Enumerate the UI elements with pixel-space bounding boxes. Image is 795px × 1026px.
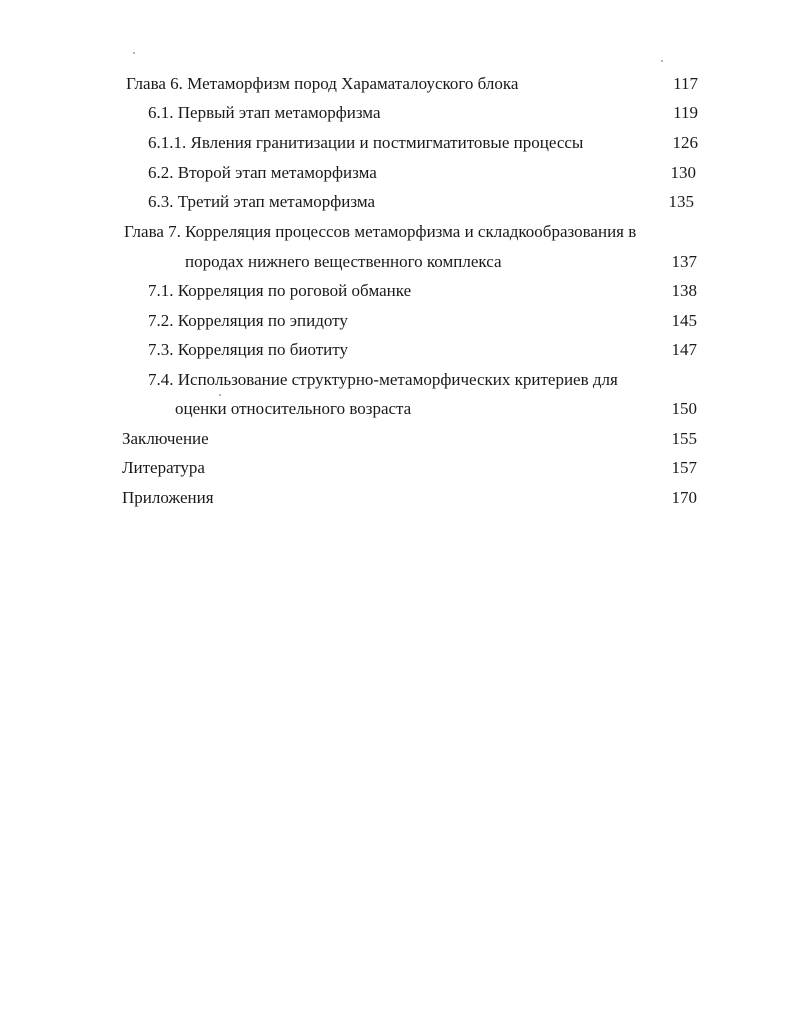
toc-entry-title: породах нижнего вещественного комплекса: [185, 252, 502, 271]
toc-entry-page: 170: [671, 488, 697, 507]
toc-entry-title: Приложения: [122, 488, 214, 507]
toc-entry-title: 6.2. Второй этап метаморфизма: [148, 163, 377, 182]
toc-entry-title: 6.1. Первый этап метаморфизма: [148, 103, 381, 122]
toc-entry-page: 147: [671, 340, 697, 359]
toc-entry-title: оценки относительного возраста: [175, 399, 412, 418]
toc-entry-title: Литература: [122, 458, 205, 477]
toc-entry-page: 126: [672, 133, 698, 152]
toc-entry-title: 7.4. Использование структурно-метаморфических критериев для: [148, 370, 618, 389]
toc-entry-title: 7.3. Корреляция по биотиту: [148, 340, 348, 359]
toc-entry-title: Глава 7. Корреляция процессов метаморфизма и складкообразования в: [124, 222, 637, 241]
toc-entry-title: 6.1.1. Явления гранитизации и постмигматитовые процессы: [148, 133, 584, 152]
scan-speck: [661, 60, 663, 62]
toc-entry-page: 137: [671, 252, 697, 271]
toc-entry-page: 150: [671, 399, 697, 418]
scan-speck: [219, 394, 221, 396]
toc-entry-page: 145: [671, 311, 697, 330]
toc-entry-title: Заключение: [122, 429, 209, 448]
toc-entry-page: 130: [670, 163, 696, 182]
toc-entry-page: 157: [671, 458, 697, 477]
toc-entry-title: 6.3. Третий этап метаморфизма: [148, 192, 376, 211]
scan-speck: [133, 52, 135, 54]
toc-entry-page: 135: [668, 192, 694, 211]
toc-entry-page: 155: [671, 429, 697, 448]
toc-entry-title: 7.1. Корреляция по роговой обманке: [148, 281, 412, 300]
toc-entry-title: 7.2. Корреляция по эпидоту: [148, 311, 348, 330]
toc-entry-page: 138: [671, 281, 697, 300]
toc-entry-page: 119: [673, 103, 698, 122]
toc-entry-page: 117: [673, 74, 698, 93]
toc-entry-title: Глава 6. Метаморфизм пород Хараматалоуского блока: [126, 74, 519, 93]
